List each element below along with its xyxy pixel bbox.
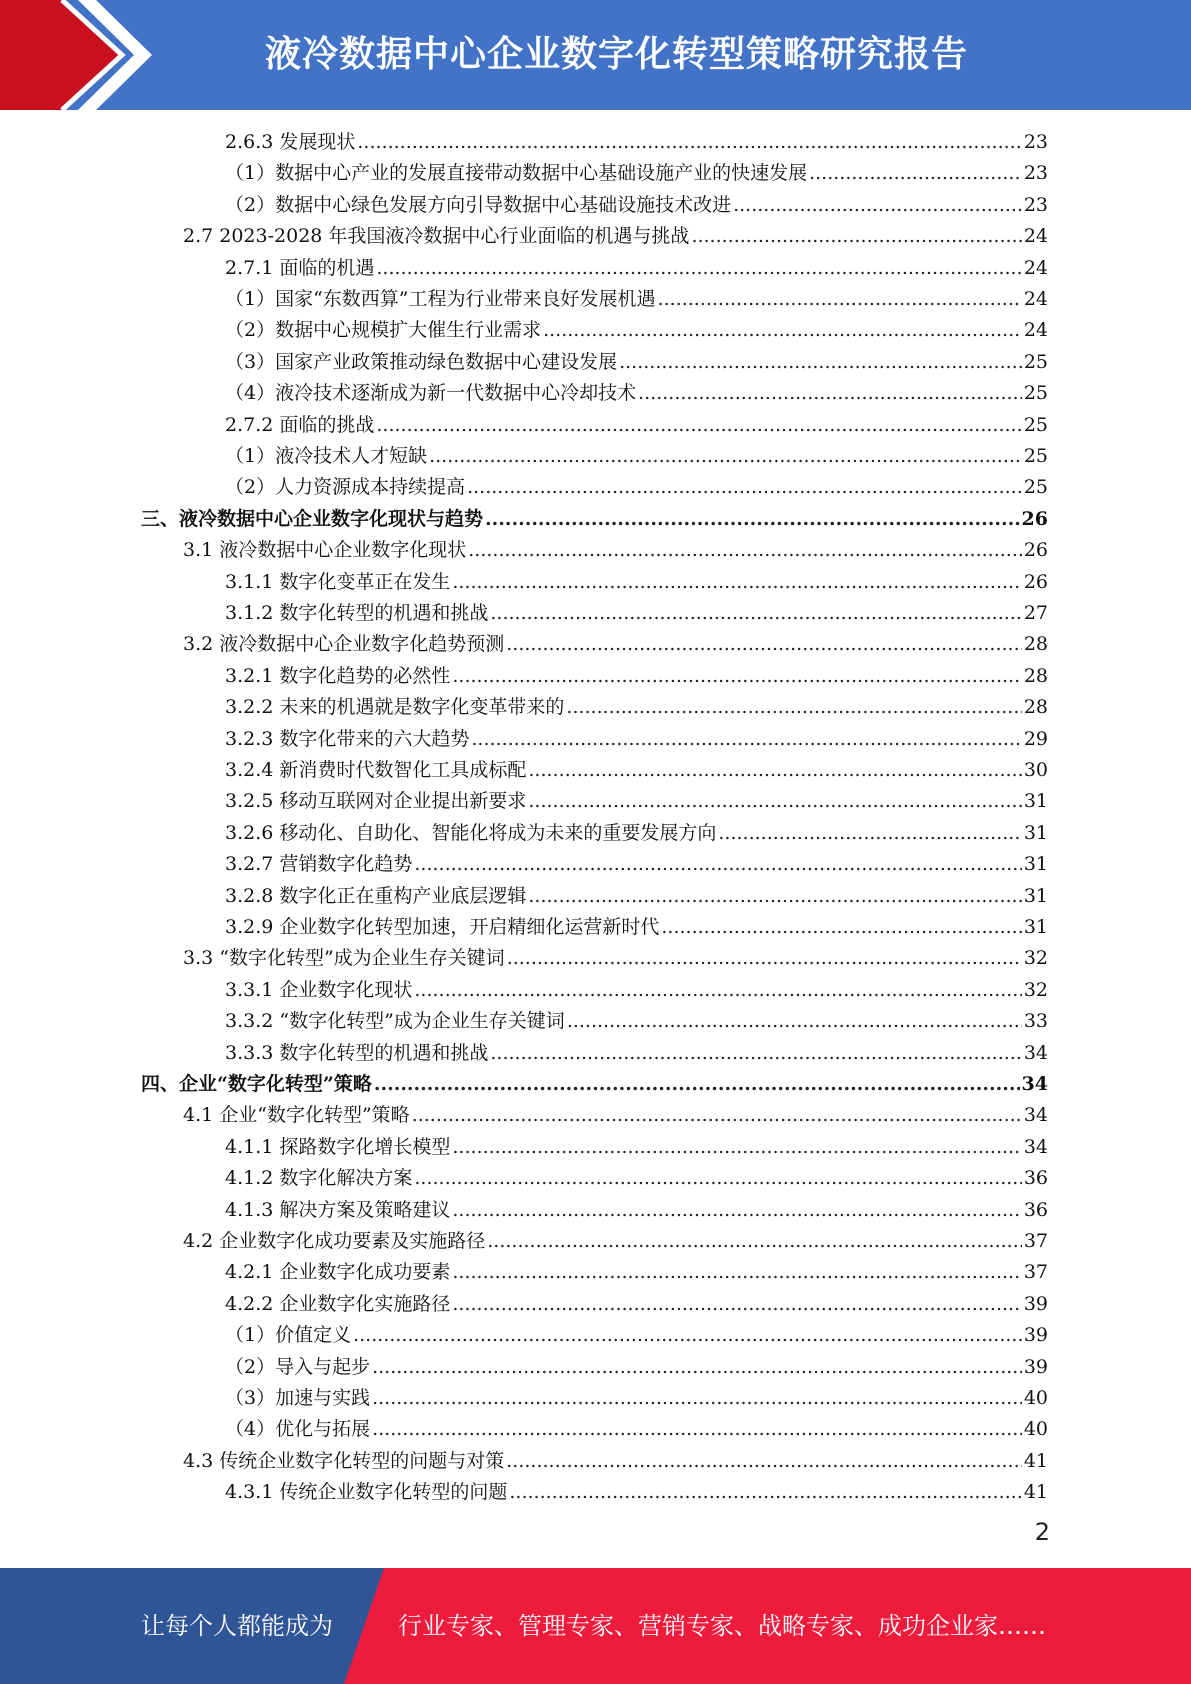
toc-dot-leader [691,221,1021,252]
toc-entry[interactable] [225,158,1048,189]
toc-entry-page: 26 [1023,539,1048,562]
footer-slogan-left: 让每个人都能成为 [141,1612,333,1640]
toc-entry-page: 25 [1023,350,1048,373]
toc-entry[interactable] [225,1195,1048,1226]
toc-entry[interactable] [225,975,1048,1006]
toc-dot-leader [452,1195,1021,1226]
toc-dot-leader [506,629,1022,660]
toc-entry-page: 23 [1023,193,1048,216]
toc-dot-leader [452,1257,1021,1288]
toc-entry-title: 4.1 企业“数字化转型”策略 [183,1104,410,1127]
toc-entry-page: 39 [1023,1324,1048,1347]
toc-entry-page: 34 [1021,1073,1048,1095]
toc-entry[interactable] [225,881,1048,912]
toc-dot-leader [509,1477,1021,1508]
toc-entry-title: （1）价值定义 [225,1324,352,1347]
toc-entry[interactable] [183,1226,1048,1257]
toc-dot-leader [376,410,1021,441]
toc-entry-title: 4.3 传统企业数字化转型的问题与对策 [183,1449,505,1472]
toc-dot-leader [414,849,1021,880]
toc-dot-leader [567,1006,1022,1037]
toc-entry[interactable] [141,1069,1048,1100]
toc-entry-title: 3.2.1 数字化趋势的必然性 [225,664,451,687]
toc-dot-leader [487,1226,1022,1257]
toc-dot-leader [467,472,1022,503]
toc-entry-title: 4.1.2 数字化解决方案 [225,1167,413,1190]
toc-entry-title: 四、企业“数字化转型”策略 [141,1073,372,1095]
toc-entry[interactable] [225,253,1048,284]
toc-dot-leader [452,1132,1021,1163]
toc-entry-page: 27 [1023,602,1048,624]
toc-entry-title: 3.2.4 新消费时代数智化工具成标配 [225,759,527,781]
toc-entry-title: 2.7.2 面临的挑战 [225,413,375,436]
toc-entry-title: 3.2.9 企业数字化转型加速，开启精细化运营新时代 [225,916,660,938]
toc-entry-page: 24 [1023,288,1048,310]
toc-dot-leader [412,1100,1022,1131]
toc-entry-title: 2.7.1 面临的机遇 [225,256,375,279]
toc-entry-page: 28 [1023,664,1048,687]
toc-entry-page: 23 [1023,162,1048,185]
toc-entry[interactable] [225,849,1048,880]
report-title: 液冷数据中心企业数字化转型策略研究报告 [265,34,969,75]
toc-entry-title: 3.2.3 数字化带来的六大趋势 [225,727,470,750]
toc-entry-title: 3.3.3 数字化转型的机遇和挑战 [225,1041,489,1064]
toc-entry-page: 40 [1023,1387,1048,1409]
toc-entry-page: 37 [1023,1261,1048,1284]
toc-entry-page: 41 [1023,1449,1048,1472]
toc-entry[interactable] [183,535,1048,566]
toc-entry-page: 24 [1023,256,1048,279]
toc-entry-page: 34 [1023,1135,1048,1158]
toc-entry-title: （2）数据中心规模扩大催生行业需求 [225,319,542,342]
toc-dot-leader [372,1414,1022,1445]
toc-entry[interactable] [225,567,1048,598]
toc-dot-leader [506,1446,1022,1477]
toc-entry-title: 3.2.6 移动化、自助化、智能化将成为未来的重要发展方向 [225,821,717,844]
toc-entry-page: 31 [1023,884,1048,907]
toc-entry[interactable] [225,692,1048,723]
toc-entry-title: 4.1.3 解决方案及策略建议 [225,1198,451,1221]
toc-entry-page: 28 [1023,696,1048,719]
toc-entry-page: 36 [1023,1198,1048,1221]
toc-entry-title: 3.2.7 营销数字化趋势 [225,853,413,876]
toc-entry-title: （1）液冷技术人才短缺 [225,445,428,467]
toc-entry-page: 33 [1023,1010,1048,1033]
toc-entry-page: 25 [1023,382,1048,405]
toc-dot-leader [658,284,1022,315]
toc-entry-page: 28 [1023,633,1048,656]
toc-entry-title: 4.2.1 企业数字化成功要素 [225,1261,451,1284]
toc-entry[interactable] [225,472,1048,503]
toc-dot-leader [809,158,1022,189]
toc-entry[interactable] [225,127,1048,158]
toc-entry-page: 25 [1023,476,1048,499]
toc-dot-leader [566,692,1021,723]
toc-entry[interactable] [225,378,1048,409]
toc-entry[interactable] [225,1257,1048,1288]
toc-dot-leader [414,1163,1021,1194]
toc-entry-page: 24 [1023,225,1048,248]
toc-dot-leader [528,755,1021,786]
toc-entry[interactable] [225,1477,1048,1508]
toc-entry-page: 39 [1023,1292,1048,1315]
toc-entry[interactable] [225,1320,1048,1351]
toc-entry-page: 32 [1023,947,1048,970]
toc-dot-leader [471,724,1021,755]
toc-entry[interactable] [225,441,1048,472]
toc-dot-leader [543,315,1022,346]
toc-entry[interactable] [225,284,1048,315]
toc-entry[interactable] [225,755,1048,786]
toc-entry[interactable] [225,724,1048,755]
toc-dot-leader [528,881,1021,912]
toc-entry-title: （4）液冷技术逐渐成为新一代数据中心冷却技术 [225,382,637,405]
toc-entry-page: 29 [1023,727,1048,750]
toc-dot-leader [661,912,1021,943]
toc-entry-title: 3.2 液冷数据中心企业数字化趋势预测 [183,633,505,656]
toc-entry-page: 31 [1023,916,1048,938]
toc-entry[interactable] [225,1006,1048,1037]
toc-dot-leader [718,818,1021,849]
toc-entry-title: 4.1.1 探路数字化增长模型 [225,1135,451,1158]
toc-entry-title: （2）数据中心绿色发展方向引导数据中心基础设施技术改进 [225,193,732,216]
page-header [0,0,1191,110]
toc-entry-page: 31 [1023,821,1048,844]
toc-dot-leader [452,567,1021,598]
toc-entry-title: 3.2.2 未来的机遇就是数字化变革带来的 [225,696,565,719]
toc-entry[interactable] [225,786,1048,817]
toc-entry[interactable] [225,1038,1048,1069]
toc-entry-title: （2）人力资源成本持续提高 [225,476,466,499]
toc-entry-title: 三、液冷数据中心企业数字化现状与趋势 [141,507,484,530]
toc-entry[interactable] [225,1132,1048,1163]
toc-entry[interactable] [225,1163,1048,1194]
header-arrow-accent [0,0,160,110]
toc-entry[interactable] [225,1289,1048,1320]
toc-dot-leader [468,535,1022,566]
toc-entry-title: 3.1.2 数字化转型的机遇和挑战 [225,602,489,624]
toc-dot-leader [490,598,1021,629]
toc-entry[interactable] [225,661,1048,692]
toc-entry-title: 3.3 “数字化转型”成为企业生存关键词 [183,947,505,970]
toc-entry-title: 3.2.5 移动互联网对企业提出新要求 [225,790,527,813]
toc-entry-title: （4）优化与拓展 [225,1418,371,1441]
toc-entry-page: 26 [1023,570,1048,593]
toc-entry-page: 31 [1023,853,1048,876]
toc-entry-title: 2.6.3 发展现状 [225,131,356,153]
toc-entry[interactable] [225,410,1048,441]
toc-entry-title: 4.2 企业数字化成功要素及实施路径 [183,1230,486,1252]
toc-entry-title: 3.1 液冷数据中心企业数字化现状 [183,539,467,562]
toc-entry-page: 25 [1023,445,1048,467]
footer-slogan-right: 行业专家、管理专家、营销专家、战略专家、成功企业家…… [398,1612,1046,1640]
toc-entry[interactable] [183,1100,1048,1131]
toc-entry-page: 40 [1023,1418,1048,1441]
toc-dot-leader [376,253,1021,284]
toc-entry-page: 37 [1023,1230,1048,1252]
toc-dot-leader [490,1038,1021,1069]
toc-entry[interactable] [225,912,1048,943]
toc-dot-leader [507,943,1022,974]
toc-dot-leader [638,378,1022,409]
toc-dot-leader [372,1383,1022,1414]
toc-entry[interactable] [225,1383,1048,1414]
toc-entry-title: （3）加速与实践 [225,1387,371,1409]
toc-entry-page: 25 [1023,413,1048,436]
toc-entry-title: （1）数据中心产业的发展直接带动数据中心基础设施产业的快速发展 [225,162,808,185]
toc-entry-page: 24 [1023,319,1048,342]
toc-entry-page: 23 [1023,131,1048,153]
toc-entry-page: 30 [1023,759,1048,781]
page-footer [0,1568,1191,1684]
toc-dot-leader [485,504,1020,535]
toc-dot-leader [452,1289,1021,1320]
toc-dot-leader [619,347,1022,378]
toc-dot-leader [353,1320,1022,1351]
toc-entry-page: 26 [1021,507,1048,530]
toc-entry-title: 4.3.1 传统企业数字化转型的问题 [225,1481,508,1504]
toc-entry[interactable] [183,1446,1048,1477]
toc-entry[interactable] [141,504,1048,535]
toc-entry[interactable] [183,629,1048,660]
toc-dot-leader [429,441,1022,472]
toc-dot-leader [372,1352,1022,1383]
toc-entry-page: 34 [1023,1041,1048,1064]
toc-entry-title: 2.7 2023-2028 年我国液冷数据中心行业面临的机遇与挑战 [183,225,690,248]
toc-entry-title: （3）国家产业政策推动绿色数据中心建设发展 [225,350,618,373]
toc-entry-page: 39 [1023,1355,1048,1378]
toc-entry-title: （2）导入与起步 [225,1355,371,1378]
toc-entry-title: 3.3.2 “数字化转型”成为企业生存关键词 [225,1010,565,1033]
toc-entry-title: 3.1.1 数字化变革正在发生 [225,570,451,593]
toc-entry[interactable] [225,190,1048,221]
toc-entry[interactable] [225,598,1048,629]
toc-dot-leader [452,661,1021,692]
toc-dot-leader [733,190,1022,221]
toc-dot-leader [414,975,1021,1006]
toc-entry[interactable] [225,315,1048,346]
toc-entry-title: 4.2.2 企业数字化实施路径 [225,1292,451,1315]
toc-entry-title: 3.3.1 企业数字化现状 [225,978,413,1001]
toc-entry[interactable] [225,347,1048,378]
toc-entry[interactable] [225,818,1048,849]
toc-entry-page: 32 [1023,978,1048,1001]
toc-entry-page: 34 [1023,1104,1048,1127]
toc-dot-leader [528,786,1021,817]
toc-dot-leader [357,127,1021,158]
toc-entry-page: 36 [1023,1167,1048,1190]
toc-entry-page: 41 [1023,1481,1048,1504]
toc-entry[interactable] [183,943,1048,974]
toc-entry[interactable] [225,1352,1048,1383]
page-number: 2 [1034,1518,1050,1546]
toc-entry[interactable] [183,221,1048,252]
toc-entry-page: 31 [1023,790,1048,813]
toc-entry[interactable] [225,1414,1048,1445]
toc-entry-title: 3.2.8 数字化正在重构产业底层逻辑 [225,884,527,907]
toc-dot-leader [374,1069,1020,1100]
toc-entry-title: （1）国家“东数西算”工程为行业带来良好发展机遇 [225,288,656,310]
